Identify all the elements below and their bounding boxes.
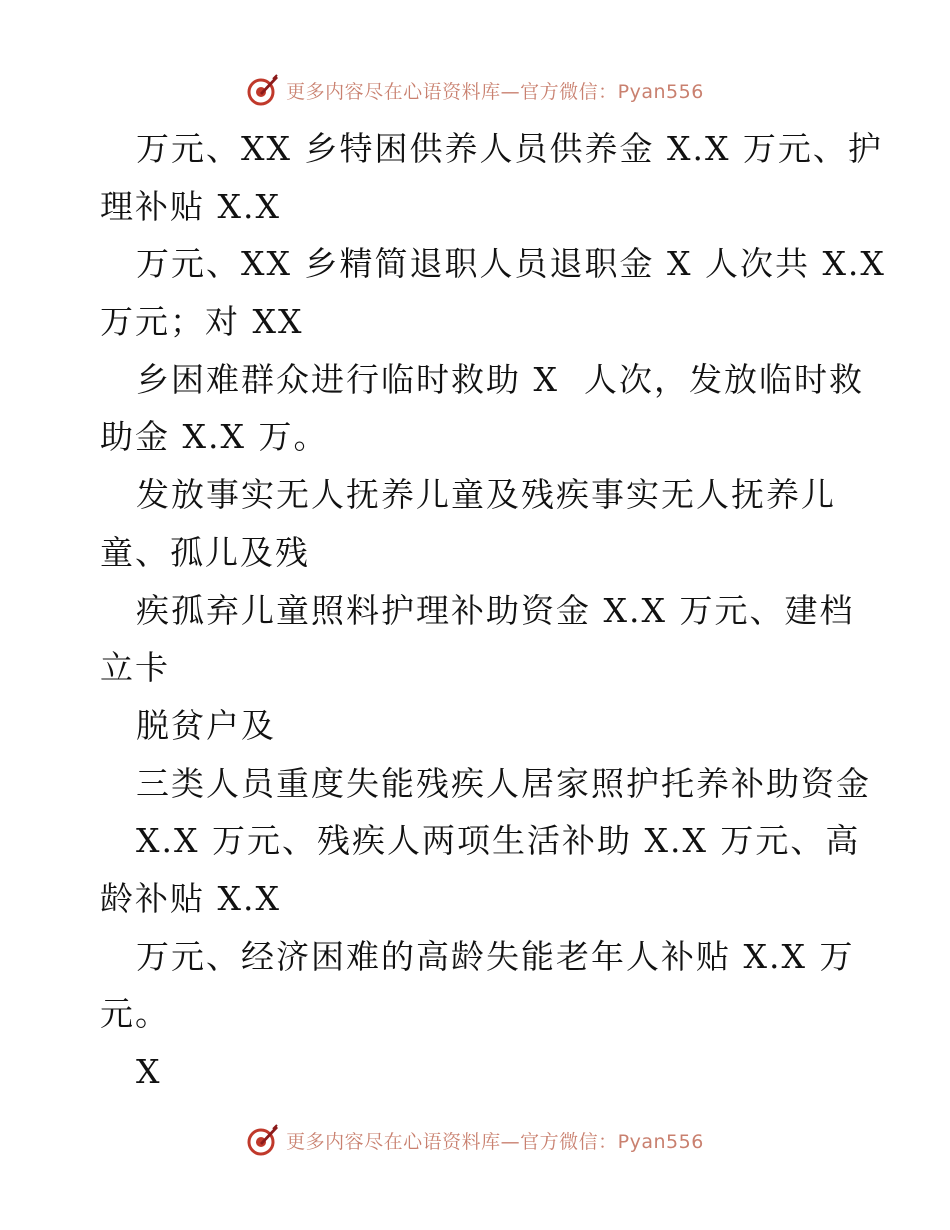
text-line: 脱贫户及 bbox=[136, 705, 276, 745]
text-line: 万元；对 XX bbox=[100, 302, 304, 342]
text-line: 万元、XX 乡特困供养人员供养金 X.X 万元、护 bbox=[136, 129, 883, 168]
text-line: 童、孤儿及残 bbox=[100, 532, 310, 572]
text-line: 疾孤弃儿童照料护理补助资金 X.X 万元、建档 bbox=[136, 590, 855, 630]
text-line: 发放事实无人抚养儿童及残疾事实无人抚养儿 bbox=[136, 475, 836, 515]
text-line: X bbox=[136, 1052, 162, 1091]
text-line: 立卡 bbox=[100, 648, 170, 688]
text-line: 助金 X.X 万。 bbox=[100, 417, 329, 457]
text-line: 三类人员重度失能残疾人居家照护托养补助资金 bbox=[136, 763, 871, 803]
text-line: 龄补贴 X.X bbox=[100, 878, 281, 918]
footer-banner bbox=[0, 1120, 950, 1160]
text-line: 乡困难群众进行临时救助 X 人次，发放临时救 bbox=[136, 359, 864, 399]
text-line: 理补贴 X.X bbox=[100, 186, 281, 226]
header-banner-text: 更多内容尽在心语资料库—官方微信：Pyan556 bbox=[286, 80, 704, 103]
footer-banner-text: 更多内容尽在心语资料库—官方微信：Pyan556 bbox=[286, 1130, 704, 1153]
quill-seal-icon bbox=[246, 1123, 280, 1157]
text-line: 元。 bbox=[100, 994, 170, 1034]
text-line: X.X 万元、残疾人两项生活补助 X.X 万元、高 bbox=[136, 821, 861, 861]
text-line: 万元、XX 乡精简退职人员退职金 X 人次共 X.X bbox=[136, 244, 886, 284]
document-body bbox=[100, 120, 886, 1101]
quill-seal-icon bbox=[246, 73, 280, 107]
text-line: 万元、经济困难的高龄失能老年人补贴 X.X 万 bbox=[136, 936, 855, 976]
header-banner bbox=[0, 70, 950, 110]
